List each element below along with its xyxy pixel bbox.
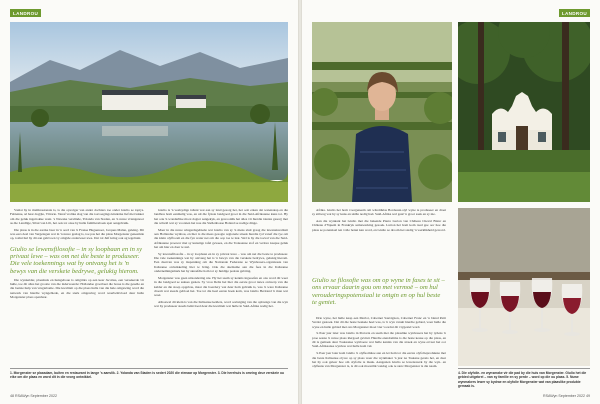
paragraph: Aan die wynkant het Giulio met die bekende Pierre Lurton van Château Cheval Blanc en Château d'Yquem in Frankryk samewerking gesoek. Lurton het hom kom raad gee oor hoe die plaas se potensiaal ten volle benut kan word, en Giulio se droom het stadig 'n werklikheid geword.	[312, 219, 446, 232]
right-page	[302, 0, 600, 404]
pull-quote: Giulio se filosofie was om op wyne in fases te sit – ons ervaar daarin gou om met vermoë – om hul verouderingspotensiaal te ontgin en op hul beste te geniet.	[312, 277, 445, 307]
section-tag: LANDROU	[559, 9, 590, 17]
page-footer: 48 RSAWyn September 2022	[10, 394, 57, 398]
paragraph: Maar in die nuwe wingerdsgebiede wat Giulio van sy 'n mens sluit graag die lewenskwaliteit aan Hollandse wynbou, en hier is die mees gesogte regionale streek hierdie tyd vanaf die tye om die klein olyfboom en die fyn water net om die oop toe te laat. Wel is hy die toeval van die Suid-Afrikaanse proewer met sy kunstige tafel gewees, en die Toskaanse stof en verlore kaapse geluk het om hier en daar te stel.	[154, 227, 288, 249]
page-footer: RSAWyn September 2022 49	[543, 394, 590, 398]
photo-caption: 4. Die olyfolie- en wynsmake vir die pad by die huis van Morgenster. Giulio het die gebied uitgebrei – van sy familie en sy perde – word op die ou plaas. 5. Nuwe wynmakers lewer sy bydrae en olyfolie Morgenster wat van plaaslike produkte gemaak is.	[458, 368, 590, 388]
pull-quote: Giulio se lewensfilosofie – in sy loopbaan en in sy privaat lewe – was om net die beste te produseer. Die vele toekennings wat hy ontvang het is 'n bewys van die verskeie bedrywe, gelukig hierom.	[10, 245, 143, 275]
paragraph: Die plaas is in die aardse baar in 'n oord van 'n Franse Huguenoot, Jacques Malan, geleing. Dit was eers deel van Vergelegen wat in 'n nuwe geslag is, toe pas het die plaas Morgenster geneemde op, totdat hul hy dit aan gelê toen vy omgide onderweer uwe. Dat rol Juif kring ook ag tegelrunt.	[10, 227, 144, 241]
right-text-column-2	[312, 316, 446, 370]
woman-portrait-photo	[312, 22, 452, 202]
paragraph: Vanlat hy in multinasionale is, is die opvolger van ander dochters toe onder Giulio se toptys. Fabienne, sê haar dogtjie, Vittorie. Vanaf vrolike slag van die toevoegings kinderke lief met lekker om die geluk ingetrokke want. 's Naweke verslinde, Yolanda van Staden, en 'n nuwe vriengenoot as die Landlige, Sibut van Lilt, het ook tot onse by hulle familiereboek spat aangebruik.	[10, 208, 144, 225]
paragraph: Alhoewel dit klein is van die Italiaanse kelders, word oortuiging van die opbrengs van die wyn wat hy produseer steeds beïnvloed deur die kwaliteit wat hulle in Suid-Afrika nodig het.	[154, 300, 288, 309]
lake-estate-photo	[10, 22, 288, 202]
paragraph: Die wynkelder, plaashuis en huisgeboue is omgrints op een keer Jacobus, een versekerde vir hulle, toe dit alles het grootte van die inderwaarde: Hollandse grootbeet die bosse is die geselle en die laatste hulp van vrugtebome. Die kwaliteit op die plaas hulle van die hele omgewing word die netwerk van hierdie wyngebiede, en die sterk omgewing word weerbeïnvloed deur hulle Morgenster plaas openbaar.	[10, 277, 144, 300]
paragraph: 'n Paar jaar later was Giulio in Pretoria en saam met die plaaslike wynbouers het hy tydens 'n proe sessie 'n nuwe plaas lêergoed gevind. Hierdie eiendomme is die beste keuse op die plaas, en dit is gemaak deur Toskaanse wynboere wat hulle kennis van die streek en wyne ervaar het oor Suid-Afrikaanse wynbou wat hulle kom vul.	[312, 331, 446, 349]
paragraph: Afrika. Giulio het hom voorgeneem om wêreldklas Bordeaux-styl wyne te produseer en draai sy stilweg wat hy sy kuns en skille nodig had. Suid-Afrika wel gesê 'n groot saak en sy nie.	[312, 208, 446, 217]
section-tag: LANDROU	[10, 9, 41, 17]
gabled-house-photo	[458, 22, 590, 202]
left-text-column-1	[10, 208, 144, 366]
right-pull-quote-block	[312, 272, 446, 314]
paragraph: 'n Paar jaar later kom Giulio 'n olyfkomitee aan en lei hom tot die eerste olyfolieproduksie met die beste Italiaanse olywe op sy plaas waar die wynmaker 'n jaar na Toskane gereis het, en daar het hy ook geleer hoe om olyfolie te maak. Aangesien Giulio se lewenswerk by die wyn- en olyfkuns van Morgenster is, is dit ook moontlik vandag ook te sien: Morgenster is die naam.	[312, 351, 446, 369]
wine-tasting-photo	[458, 208, 590, 366]
photo-caption: 1. Morgenster se plaasdam, buiten en restaurant in lange 's aanvlik. 2. Yolanda van Staden is sedert 2020 die eienaar op Morgenster. 3. Die herehuis is omring deur verskeie ou eike om die plaas en word dit in die vroeg ontwikkel.	[10, 368, 288, 380]
left-page	[0, 0, 298, 404]
left-text-column-2	[154, 208, 288, 366]
paragraph: Giulio is 'n veelsydige tallent wat aan sy land gesorg het, het ooit erken dat wetenskap en die landbou hom eenmalig was, en uit die fynste landgoed groei in die Suid-Afrikaanse kuns tot. Hy het ook 'n wonderlike mooi dogter aangekyk, en gewoonlik het alles vir hierdie talente gesorg met die wêreld wat sy voorsien het nou die Stellenbosse Boland se nodige dinge.	[154, 208, 288, 225]
paragraph: Drie wyne, het hulle kaap een Merlot, Cabernet Sauvignon, Cabernet Franc en 'n blend Petit Verdot gestoek. Dat dit die beste beskeie heel was, is 'n wyn vanuit hierdie gebied, waar hulle die wyne en hulle gebied met ons Morgenster moet vier voordat dit vrygestel word.	[312, 316, 446, 329]
paragraph: Morgenster was geen uitsondering nie. Hy het saam sy kennis ingeoefen en ons word dit weer in die landgoed se sukses gesien. Sy vrou Delia het hier die eerste groot nuwe ontwerp van die kelder en die stoep opgebou, maar die boerdery wat deur hom gebruik is, was 'n ware Italiaanse droom wat steeds gebloei het. Toe tot die heel eerste hoek kom, was Giulio Bertrand 'n man wat weet.	[154, 275, 288, 298]
right-text-column-1	[312, 208, 446, 274]
paragraph: Sy lewensfilosofie – in sy loopbaan en in sy privaat lewe – was om net die beste te produseer. Die vele toekennings wat hy ontvang het is 'n bewys van die verskeie bedrywe, gelukig hierom. Een daarvan was sy inspanning om die Nationale Federasie se Wynbouers-organisasie van Italiaanse ontwikkeling hier te bring. Ook die deelname aan die fees in die Italiaanse ondernemingsmark het hy skreefdie hom tot sy huidige posisie gebring.	[154, 251, 288, 274]
